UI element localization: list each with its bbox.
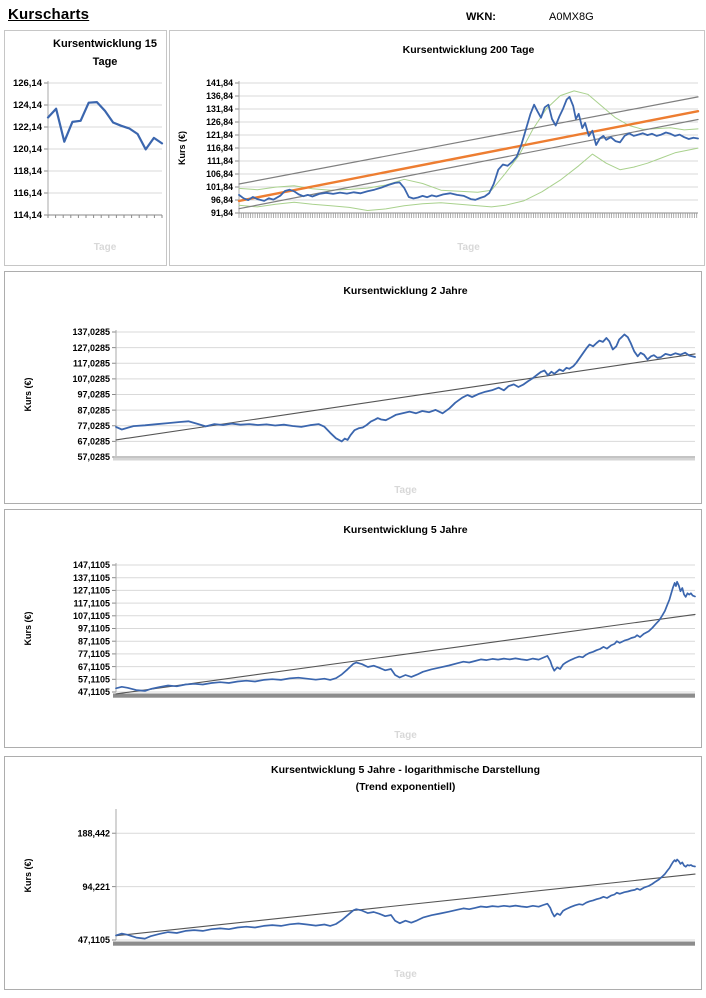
x-axis-label: Tage <box>457 242 480 253</box>
y-tick-label: 111,84 <box>207 156 233 167</box>
y-axis-ticks <box>13 78 48 221</box>
x-axis <box>48 215 162 218</box>
series-kanal_oben <box>239 97 698 184</box>
panel-chart-2-jahre <box>4 271 702 504</box>
y-tick-label: 127,1105 <box>72 585 110 596</box>
y-axis-ticks <box>77 828 116 945</box>
y-tick-label: 57,0285 <box>77 452 110 463</box>
y-tick-label: 67,0285 <box>77 436 110 447</box>
series-trend <box>116 354 695 440</box>
chart-title: Kursentwicklung 5 Jahre - logarithmische Darstellung <box>271 764 540 776</box>
y-tick-label: 137,0285 <box>72 327 110 338</box>
chart-svg-chart-2-jahre <box>5 272 703 505</box>
chart-svg-chart-5-jahre-log <box>5 757 703 991</box>
y-tick-label: 101,84 <box>206 182 233 193</box>
y-tick-label: 91,84 <box>210 208 233 219</box>
page-title: Kurscharts <box>8 6 90 23</box>
y-tick-label: 107,0285 <box>72 374 110 385</box>
y-tick-label: 131,84 <box>206 104 233 115</box>
series-band_oben <box>239 91 698 192</box>
gridlines <box>116 833 695 940</box>
series-kurs <box>48 102 162 149</box>
y-axis-title: Kurs (€) <box>23 858 33 893</box>
y-tick-label: 96,84 <box>210 195 233 206</box>
chart-title: (Trend exponentiell) <box>355 781 456 793</box>
chart-title: Tage <box>92 56 118 68</box>
chart-title: Kursentwicklung 2 Jahre <box>343 285 468 297</box>
chart-svg-chart-5-jahre <box>5 510 703 749</box>
y-tick-label: 136,84 <box>206 91 233 102</box>
series <box>48 102 162 149</box>
y-tick-label: 107,1105 <box>72 611 110 621</box>
y-tick-label: 67,1105 <box>77 661 110 672</box>
y-axis-ticks <box>72 327 116 462</box>
series-kurs <box>239 97 698 201</box>
y-tick-label: 127,0285 <box>72 342 110 353</box>
chart-title: Kursentwicklung 200 Tage <box>402 44 535 56</box>
x-axis <box>239 213 698 218</box>
wkn-label: WKN: <box>466 11 496 23</box>
chart-title: Kursentwicklung 5 Jahre <box>343 524 468 536</box>
y-tick-label: 114,14 <box>13 210 42 222</box>
gridlines <box>116 565 695 692</box>
x-axis-label: Tage <box>93 242 117 253</box>
y-tick-label: 87,1105 <box>77 636 110 647</box>
y-tick-label: 94,221 <box>82 881 110 892</box>
wkn-value: A0MX8G <box>549 11 594 23</box>
y-axis-ticks <box>73 560 116 697</box>
x-axis-label: Tage <box>394 485 417 496</box>
y-axis-ticks <box>206 78 239 218</box>
y-tick-label: 77,1105 <box>77 649 110 660</box>
series-trend_exponentiell <box>116 874 695 936</box>
y-tick-label: 116,84 <box>206 143 233 154</box>
y-axis-title: Kurs (€) <box>177 130 187 166</box>
y-tick-label: 117,1105 <box>73 598 110 609</box>
gridlines <box>116 332 695 457</box>
series <box>116 582 695 694</box>
y-tick-label: 122,14 <box>12 122 42 134</box>
series <box>116 860 695 939</box>
y-tick-label: 147,1105 <box>72 560 110 571</box>
y-axis-title: Kurs (€) <box>23 377 33 412</box>
y-tick-label: 126,84 <box>206 117 233 128</box>
chart-svg-chart-200-tage <box>170 31 706 267</box>
x-axis-label: Tage <box>394 730 417 741</box>
y-tick-label: 116,14 <box>13 188 42 200</box>
panel-chart-200-tage <box>169 30 705 266</box>
panel-chart-5-jahre-log <box>4 756 702 990</box>
y-tick-label: 106,84 <box>206 169 233 180</box>
y-tick-label: 77,0285 <box>77 420 110 431</box>
y-tick-label: 87,0285 <box>77 405 110 416</box>
y-tick-label: 97,0285 <box>77 389 110 400</box>
y-tick-label: 121,84 <box>206 130 233 141</box>
panel-chart-5-jahre <box>4 509 702 748</box>
panel-chart-15-tage <box>4 30 167 266</box>
y-tick-label: 137,1105 <box>72 572 110 583</box>
y-tick-label: 117,0285 <box>72 358 110 369</box>
x-axis-label: Tage <box>394 969 417 980</box>
y-tick-label: 120,14 <box>12 144 42 156</box>
chart-svg-chart-15-tage <box>5 31 168 267</box>
y-tick-label: 141,84 <box>206 78 233 89</box>
gridlines <box>239 83 698 213</box>
y-tick-label: 97,1105 <box>77 623 110 634</box>
chart-title: Kursentwicklung 15 <box>53 38 157 50</box>
x-axis <box>113 942 695 946</box>
y-tick-label: 126,14 <box>12 78 42 90</box>
x-axis <box>113 694 695 698</box>
series-band_unten <box>239 148 698 210</box>
y-tick-label: 188,442 <box>77 828 110 839</box>
x-axis <box>114 456 695 461</box>
y-tick-label: 118,14 <box>13 166 42 178</box>
y-tick-label: 124,14 <box>12 100 42 112</box>
series-kurs <box>116 582 695 691</box>
y-tick-label: 47,1105 <box>77 935 110 946</box>
y-tick-label: 57,1105 <box>77 674 110 685</box>
y-axis-title: Kurs (€) <box>23 611 33 646</box>
y-tick-label: 47,1105 <box>77 687 110 698</box>
